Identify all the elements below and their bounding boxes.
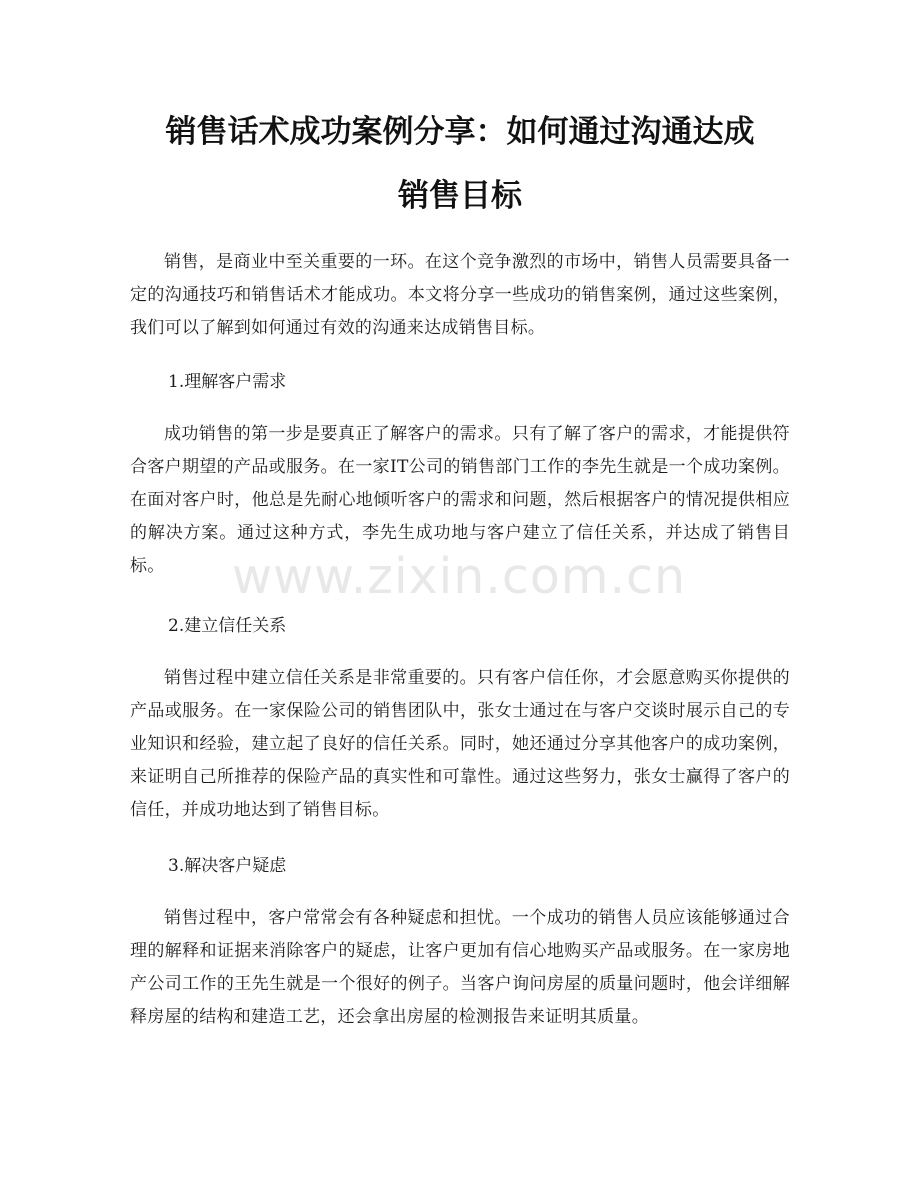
section-1-heading: 1.理解客户需求 <box>168 372 287 392</box>
document-title-line1: 销售话术成功案例分享：如何通过沟通达成 <box>165 114 755 150</box>
watermark: www.zixin.com.cn <box>232 548 687 605</box>
intro-paragraph: 销售，是商业中至关重要的一环。在这个竞争激烈的市场中，销售人员需要具备一定的沟通技巧和销售话术才能成功。本文将分享一些成功的销售案例，通过这些案例，我们可以了解到如何通过有效的沟通来达成销售目标。 <box>130 252 790 338</box>
section-2-heading: 2.建立信任关系 <box>168 616 287 636</box>
section-2-body: 销售过程中建立信任关系是非常重要的。只有客户信任你，才会愿意购买你提供的产品或服务。在一家保险公司的销售团队中，张女士通过在与客户交谈时展示自己的专业知识和经验，建立起了良好的信任关系。同时，她还通过分享其他客户的成功案例，来证明自己所推荐的保险产品的真实性和可靠性。通过这些努力，张女士赢得了客户的信任，并成功地达到了销售目标。 <box>130 668 790 820</box>
section-3-heading: 3.解决客户疑虑 <box>168 856 287 876</box>
section-3-body: 销售过程中，客户常常会有各种疑虑和担忧。一个成功的销售人员应该能够通过合理的解释和证据来消除客户的疑虑，让客户更加有信心地购买产品或服务。在一家房地产公司工作的王先生就是一个很好的例子。当客户询问房屋的质量问题时，他会详细解释房屋的结构和建造工艺，还会拿出房屋的检测报告来证明其质量。 <box>130 908 790 1027</box>
section-1-body: 成功销售的第一步是要真正了解客户的需求。只有了解了客户的需求，才能提供符合客户期望的产品或服务。在一家IT公司的销售部门工作的李先生就是一个成功案例。在面对客户时，他总是先耐心地倾听客户的需求和问题，然后根据客户的情况提供相应的解决方案。通过这种方式，李先生成功地与客户建立了信任关系，并达成了销售目标。 <box>130 424 790 576</box>
document-title-line2: 销售目标 <box>398 178 522 214</box>
